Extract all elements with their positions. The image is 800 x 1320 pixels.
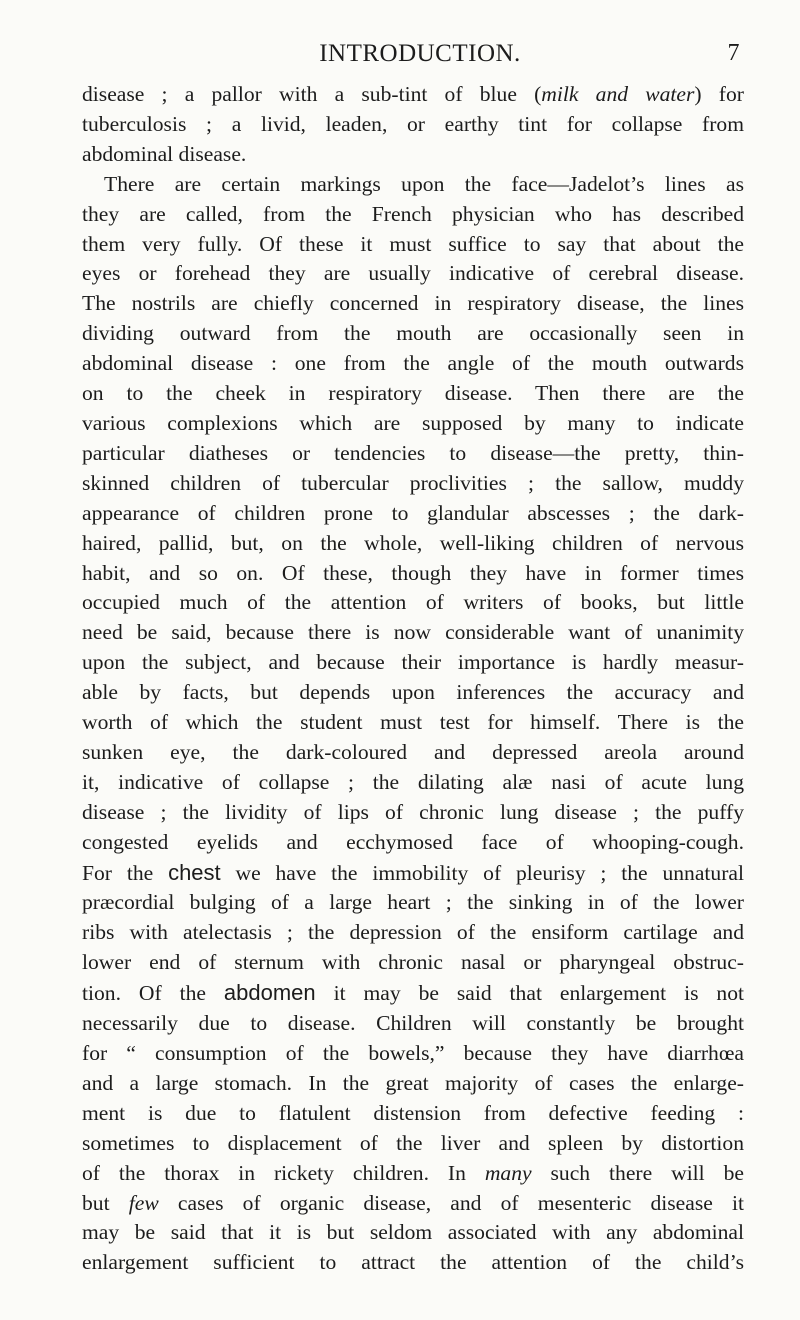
text-line — [82, 618, 744, 648]
text-line — [82, 499, 744, 529]
text-line — [82, 1218, 744, 1248]
text-line — [82, 349, 744, 379]
text-run: on to the cheek in respiratory disease. Then there are the — [82, 381, 744, 406]
text-line — [82, 768, 744, 798]
text-line — [82, 888, 744, 918]
text-line — [82, 588, 744, 618]
text-line — [82, 200, 744, 230]
text-line — [82, 1039, 744, 1069]
text-run: abdominal disease : one from the angle of the mouth outwards — [82, 351, 744, 376]
text-run: occupied much of the attention of writers of books, but little — [82, 590, 744, 615]
keyword-text: abdomen — [223, 980, 316, 1006]
text-run: various complexions which are supposed by many to indicate — [82, 410, 744, 435]
text-run: sometimes to displacement of the liver and spleen by distortion — [82, 1130, 744, 1155]
text-run: able by facts, but depends upon inferences the accuracy and — [82, 680, 744, 705]
text-run: enlargement sufficient to attract the attention of the child’s — [82, 1250, 744, 1275]
text-run: and a large stomach. In the great majority of cases the enlarge- — [82, 1070, 744, 1095]
text-run: dividing outward from the mouth are occasionally seen in — [82, 321, 744, 346]
text-run: need be said, because there is now considerable want of unanimity — [82, 620, 744, 645]
text-line — [82, 559, 744, 589]
text-line — [82, 1189, 744, 1219]
text-line — [82, 230, 744, 260]
text-run: we have the immobility of pleurisy ; the unnatural — [220, 860, 744, 885]
text-run: it, indicative of collapse ; the dilating alæ nasi of acute lung — [82, 769, 744, 794]
text-run: such there will be — [531, 1160, 744, 1185]
text-run: præcordial bulging of a large heart ; the sinking in of the lower — [82, 890, 744, 915]
text-run: disease ; a pallor with a sub-tint of blue ( — [82, 82, 542, 106]
running-head-title: INTRODUCTION. — [319, 40, 521, 67]
text-run: of the thorax in rickety children. In — [82, 1160, 485, 1185]
text-line — [82, 319, 744, 349]
text-line — [82, 918, 744, 948]
text-run: haired, pallid, but, on the whole, well-liking children of nervous — [82, 530, 744, 555]
text-run: The nostrils are chiefly concerned in respiratory disease, the lines — [82, 291, 744, 316]
text-line — [82, 1129, 744, 1159]
text-run: it may be said that enlargement is not — [315, 981, 744, 1006]
text-line — [82, 439, 744, 469]
italic-text: few — [128, 1190, 159, 1215]
text-line — [82, 80, 744, 110]
text-run: worth of which the student must test for himself. There is the — [82, 710, 744, 735]
text-run: abdominal disease. — [82, 141, 247, 166]
text-run: tuberculosis ; a livid, leaden, or earthy tint for collapse from — [82, 111, 744, 136]
text-run: may be said that it is but seldom associated with any abdominal — [82, 1220, 744, 1245]
text-line — [82, 259, 744, 289]
text-run: particular diatheses or tendencies to disease—the pretty, thin- — [82, 440, 744, 465]
text-line — [82, 978, 744, 1009]
text-run: skinned children of tubercular proclivities ; the sallow, muddy — [82, 470, 744, 495]
text-line — [82, 1248, 744, 1278]
text-run: cases of organic disease, and of mesenteric disease it — [158, 1190, 744, 1215]
text-line — [82, 858, 744, 889]
text-run: they are called, from the French physician who has described — [82, 201, 744, 226]
text-line — [82, 738, 744, 768]
italic-text: many — [484, 1160, 532, 1185]
text-run: for “ consumption of the bowels,” because they have diarrhœa — [82, 1041, 744, 1065]
text-run: disease ; the lividity of lips of chronic lung disease ; the puffy — [82, 799, 744, 824]
text-line — [82, 409, 744, 439]
text-line — [82, 798, 744, 828]
text-line — [82, 170, 744, 200]
text-line — [82, 1159, 744, 1189]
text-run: appearance of children prone to glandular abscesses ; the dark- — [82, 500, 744, 525]
text-line — [82, 529, 744, 559]
text-line — [82, 648, 744, 678]
text-run: congested eyelids and ecchymosed face of whooping-cough. — [82, 829, 744, 854]
text-line — [82, 678, 744, 708]
text-line — [82, 110, 744, 140]
running-head — [82, 40, 744, 80]
text-run: habit, and so on. Of these, though they have in former times — [82, 560, 744, 585]
text-run: necessarily due to disease. Children will constantly be brought — [82, 1011, 744, 1036]
text-run: eyes or forehead they are usually indicative of cerebral disease. — [82, 261, 744, 286]
text-run: them very fully. Of these it must suffice to say that about the — [82, 231, 744, 256]
text-run: but — [82, 1190, 129, 1215]
text-line — [82, 140, 744, 170]
text-line — [82, 379, 744, 409]
italic-text: milk and water — [541, 82, 695, 106]
text-run: sunken eye, the dark-coloured and depressed areola around — [82, 739, 744, 764]
page-number: 7 — [727, 40, 740, 66]
text-run: For the — [82, 860, 169, 885]
text-line — [82, 1099, 744, 1129]
text-line — [82, 1009, 744, 1039]
text-run: lower end of sternum with chronic nasal or pharyngeal obstruc- — [82, 950, 744, 975]
text-line — [82, 289, 744, 319]
text-run: There are certain markings upon the face—Jadelot’s lines as — [104, 171, 744, 196]
text-run: ) for — [694, 82, 744, 106]
text-run: upon the subject, and because their importance is hardly measur- — [82, 650, 744, 675]
text-run: tion. Of the — [82, 981, 224, 1006]
text-line — [82, 1069, 744, 1099]
text-line — [82, 828, 744, 858]
keyword-text: chest — [168, 859, 221, 885]
text-run: ment is due to flatulent distension from defective feeding : — [82, 1100, 744, 1125]
text-line — [82, 469, 744, 499]
text-line — [82, 948, 744, 978]
body-text — [82, 80, 744, 1278]
text-line — [82, 708, 744, 738]
text-run: ribs with atelectasis ; the depression of the ensiform cartilage and — [82, 920, 744, 945]
